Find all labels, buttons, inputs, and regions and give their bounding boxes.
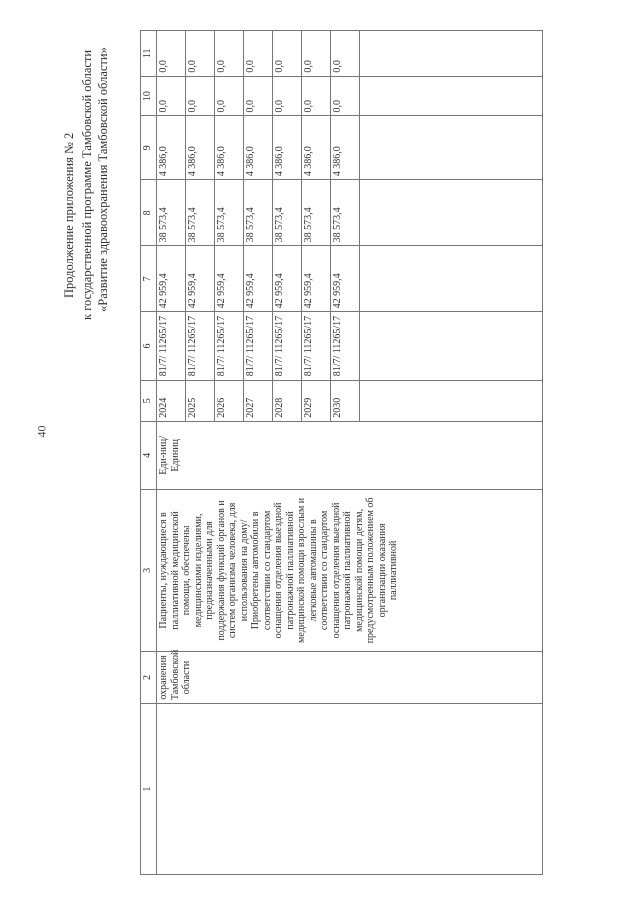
cell-total: 42 959,4 bbox=[244, 246, 273, 312]
cell-indicator-description: Пациенты, нуждающиеся в паллиативной медицинской помощи, обеспечены медицинскими изделиями, предназначенными для поддержания функций органов и систем организма человека, для использования на дому/ Приобретены автомобили в соответствии со стандартом оснащения отделения выездной патронажной паллиативной медицинской помощи взрослым и легковые автомашины в соответствии со стандартом оснащения отделения выездной патронажной паллиативной медицинской помощи детям, предусмотренным положением об организации оказания паллиативной bbox=[157, 490, 543, 652]
cell-year: 2026 bbox=[215, 380, 244, 421]
program-table bbox=[140, 30, 615, 875]
cell-total: 42 959,4 bbox=[157, 246, 186, 312]
cell-other: 0,0 bbox=[331, 31, 360, 77]
cell-blank bbox=[360, 116, 543, 180]
cell-local: 0,0 bbox=[273, 76, 302, 116]
cell-year: 2030 bbox=[331, 380, 360, 421]
col-num-2: 2 bbox=[141, 651, 157, 703]
cell-total: 42 959,4 bbox=[215, 246, 244, 312]
cell-other: 0,0 bbox=[273, 31, 302, 77]
cell-blank bbox=[360, 180, 543, 246]
cell-regional: 4 386,0 bbox=[186, 116, 215, 180]
cell-code: 81/7/ 11265/17 bbox=[244, 312, 273, 380]
cell-regional: 4 386,0 bbox=[215, 116, 244, 180]
cell-regional: 4 386,0 bbox=[244, 116, 273, 180]
cell-federal: 38 573,4 bbox=[157, 180, 186, 246]
cell-total: 42 959,4 bbox=[302, 246, 331, 312]
cell-other: 0,0 bbox=[215, 31, 244, 77]
cell-code: 81/7/ 11265/17 bbox=[186, 312, 215, 380]
cell-local: 0,0 bbox=[244, 76, 273, 116]
cell-local: 0,0 bbox=[302, 76, 331, 116]
cell-year: 2028 bbox=[273, 380, 302, 421]
col-num-11: 11 bbox=[141, 31, 157, 77]
header-line-3: «Развитие здравоохранения Тамбовской области» bbox=[96, 47, 110, 312]
cell-blank bbox=[360, 312, 543, 380]
cell-blank bbox=[360, 31, 543, 77]
cell-code: 81/7/ 11265/17 bbox=[157, 312, 186, 380]
cell-regional: 4 386,0 bbox=[273, 116, 302, 180]
col-num-1: 1 bbox=[141, 704, 157, 875]
col-num-3: 3 bbox=[141, 490, 157, 652]
column-number-row bbox=[141, 31, 157, 875]
cell-federal: 38 573,4 bbox=[302, 180, 331, 246]
cell-year: 2025 bbox=[186, 380, 215, 421]
cell-federal: 38 573,4 bbox=[273, 180, 302, 246]
cell-local: 0,0 bbox=[215, 76, 244, 116]
cell-federal: 38 573,4 bbox=[331, 180, 360, 246]
cell-code: 81/7/ 11265/17 bbox=[331, 312, 360, 380]
cell-year: 2024 bbox=[157, 380, 186, 421]
cell-code: 81/7/ 11265/17 bbox=[215, 312, 244, 380]
appendix-header bbox=[60, 30, 122, 320]
cell-blank bbox=[360, 246, 543, 312]
cell-total: 42 959,4 bbox=[186, 246, 215, 312]
col-num-9: 9 bbox=[141, 116, 157, 180]
cell-other: 0,0 bbox=[157, 31, 186, 77]
cell-federal: 38 573,4 bbox=[215, 180, 244, 246]
cell-total: 42 959,4 bbox=[331, 246, 360, 312]
cell-federal: 38 573,4 bbox=[244, 180, 273, 246]
col-num-6: 6 bbox=[141, 312, 157, 380]
cell-total: 42 959,4 bbox=[273, 246, 302, 312]
cell-col1 bbox=[157, 704, 543, 875]
cell-responsible: охранения Тамбовской области bbox=[157, 651, 543, 703]
page-number: 40 bbox=[34, 425, 49, 438]
cell-code: 81/7/ 11265/17 bbox=[273, 312, 302, 380]
col-num-5: 5 bbox=[141, 380, 157, 421]
data-table bbox=[140, 30, 543, 875]
cell-federal: 38 573,4 bbox=[186, 180, 215, 246]
cell-year: 2027 bbox=[244, 380, 273, 421]
col-num-10: 10 bbox=[141, 76, 157, 116]
cell-blank bbox=[360, 380, 543, 421]
cell-other: 0,0 bbox=[244, 31, 273, 77]
cell-year: 2029 bbox=[302, 380, 331, 421]
cell-other: 0,0 bbox=[302, 31, 331, 77]
table-row bbox=[157, 31, 186, 875]
header-line-1: Продолжение приложения № 2 bbox=[62, 132, 76, 298]
cell-unit: Еди-ниц/Единиц bbox=[157, 421, 543, 489]
cell-code: 81/7/ 11265/17 bbox=[302, 312, 331, 380]
cell-blank bbox=[360, 76, 543, 116]
cell-regional: 4 386,0 bbox=[302, 116, 331, 180]
cell-local: 0,0 bbox=[186, 76, 215, 116]
cell-regional: 4 386,0 bbox=[331, 116, 360, 180]
header-line-2: к государственной программе Тамбовской области bbox=[80, 49, 94, 320]
cell-other: 0,0 bbox=[186, 31, 215, 77]
col-num-7: 7 bbox=[141, 246, 157, 312]
col-num-4: 4 bbox=[141, 421, 157, 489]
cell-local: 0,0 bbox=[331, 76, 360, 116]
col-num-8: 8 bbox=[141, 180, 157, 246]
cell-local: 0,0 bbox=[157, 76, 186, 116]
cell-regional: 4 386,0 bbox=[157, 116, 186, 180]
